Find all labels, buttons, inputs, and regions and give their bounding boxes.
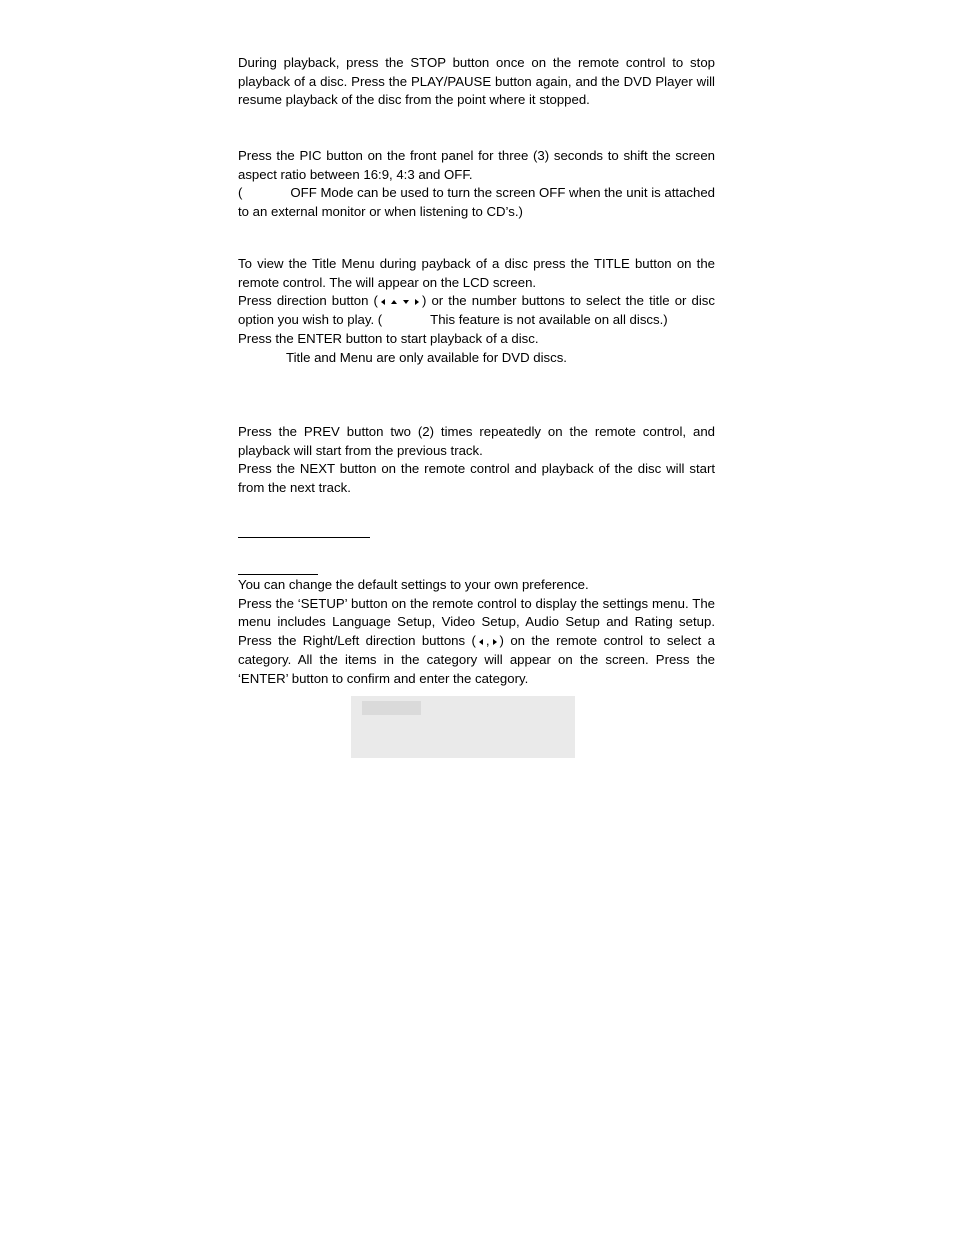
stop-paragraph: During playback, press the STOP button once on the remote control to stop playback of a disc. Press the PLAY/PAUSE button again, and the DVD Player will resume playback of the disc from the point where it stopped.: [238, 55, 715, 108]
down-arrow-icon: [403, 300, 409, 304]
title-menu-section: [238, 255, 715, 367]
subheading-underline: [238, 574, 318, 575]
direction-text-start: Press direction button (: [238, 293, 378, 309]
prev-paragraph: Press the PREV button two (2) times repeatedly on the remote control, and playback will start from the previous track.: [238, 424, 715, 458]
title-menu-enter: Press the ENTER button to start playback of a disc.: [238, 330, 539, 346]
direction-text-end: This feature is not available on all discs.): [430, 312, 668, 328]
setup-menu-tab: [362, 701, 421, 715]
setup-text-end: ) on the remote control to select a category. All the items in the category will appear on the screen. Press the ‘ENTER’ button to confirm and enter the category.: [238, 633, 715, 686]
pic-note-text: OFF Mode can be used to turn the screen OFF when the unit is attached to an external monitor or when listening to CD’s.): [238, 185, 715, 220]
up-arrow-icon: [391, 300, 397, 304]
direction-text-mid: ) or the number buttons to select the title or disc option you wish to play. (: [238, 293, 715, 328]
title-menu-intro: To view the Title Menu during payback of a disc press the TITLE button on the remote control. The will appear on the LCD screen.: [238, 256, 715, 290]
left-arrow-icon: [381, 299, 385, 305]
right-arrow-icon: [415, 299, 419, 305]
stop-section: [238, 54, 715, 110]
next-paragraph: Press the NEXT button on the remote control and playback of the disc will start from the next track.: [238, 461, 715, 496]
heading-underline: [238, 537, 370, 538]
pic-note-open: (: [238, 185, 243, 201]
setup-intro: You can change the default settings to your own preference.: [238, 577, 589, 592]
right-arrow-icon: [493, 639, 497, 645]
setup-section: [238, 576, 715, 688]
pic-paragraph: Press the PIC button on the front panel for three (3) seconds to shift the screen aspect ratio between 16:9, 4:3 and OFF.: [238, 148, 715, 182]
prev-next-section: [238, 423, 715, 498]
setup-paragraph: [238, 595, 715, 689]
pic-note: [238, 184, 715, 221]
title-menu-note: Title and Menu are only available for DVD discs.: [286, 349, 567, 365]
setup-text-sep: ,: [485, 633, 490, 649]
pic-section: [238, 147, 715, 222]
title-menu-direction: [238, 292, 715, 329]
left-arrow-icon: [479, 639, 483, 645]
setup-text-start: Press the ‘SETUP’ button on the remote control to display the settings menu. The menu includes Language Setup, Video Setup, Audio Setup and Rating setup. Press the Right/Left direction buttons (: [238, 595, 715, 649]
setup-menu-image: [351, 696, 575, 758]
